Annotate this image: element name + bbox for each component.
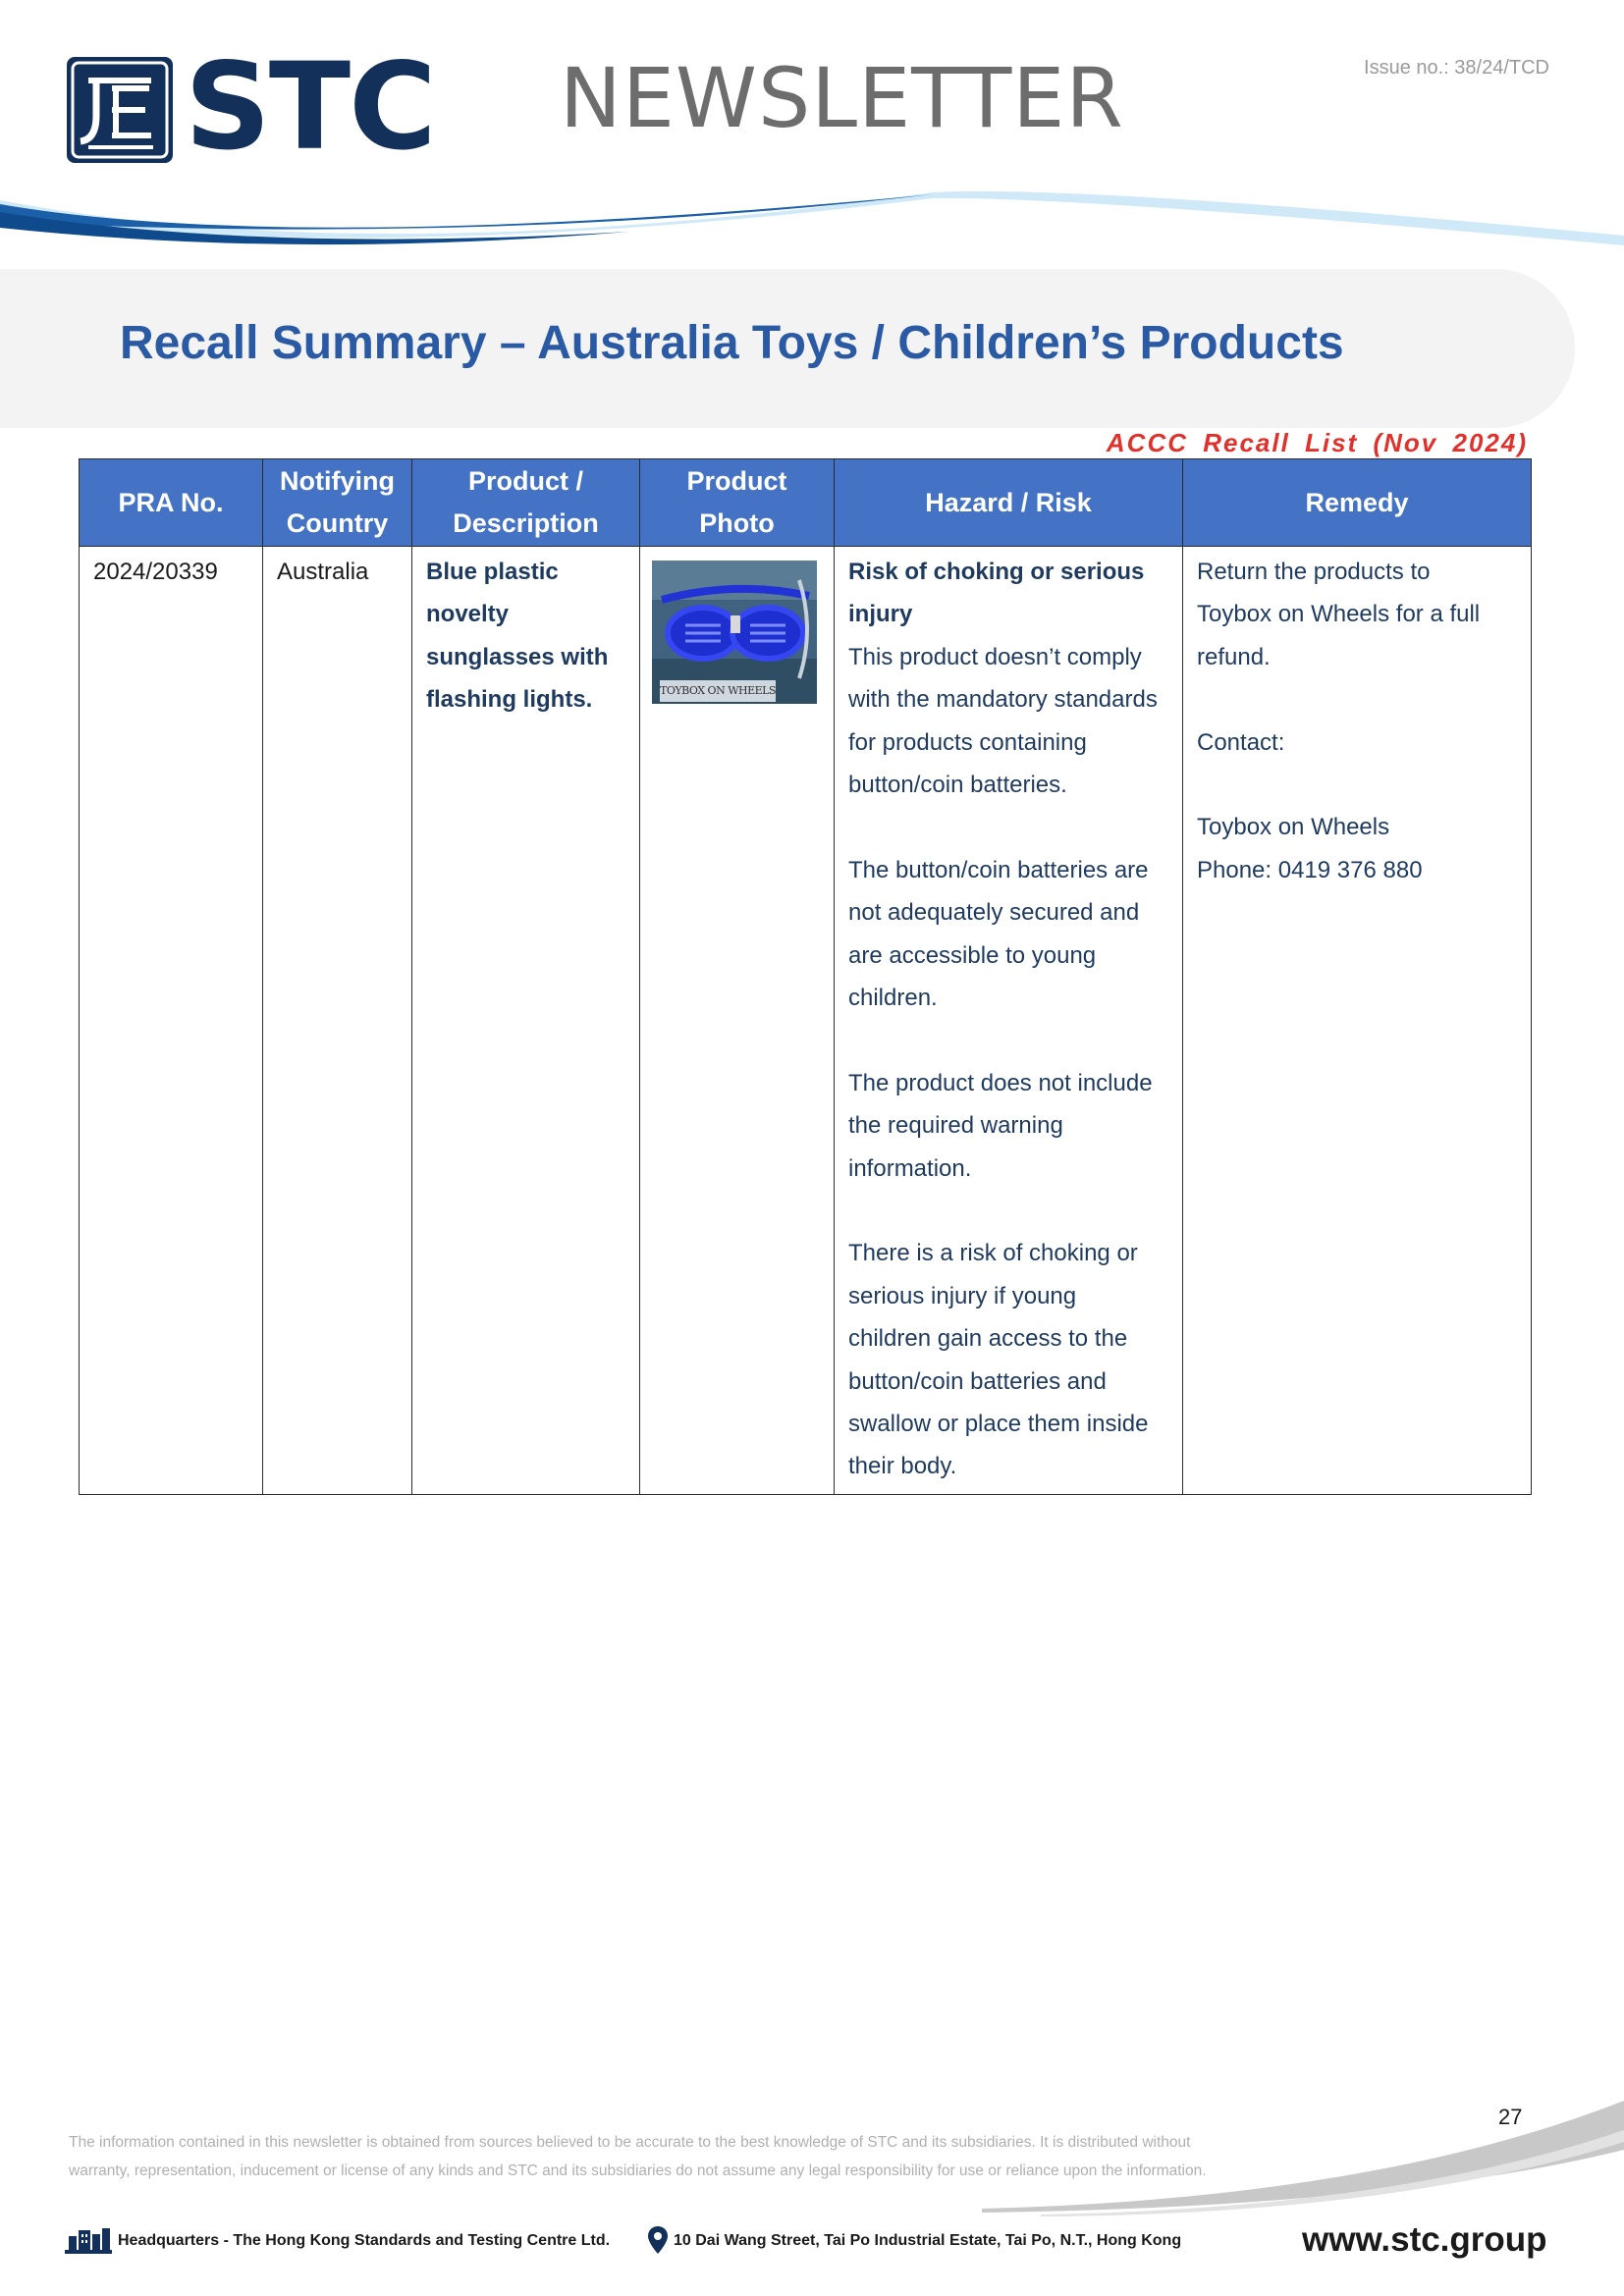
cell-country: Australia — [263, 547, 412, 1495]
disclaimer: The information contained in this newsletter is obtained from sources believed to be accurate to the best knowledge of STC and its subsidiaries. It is distributed without warranty, representation, inducement or license of any kinds and STC and its subsidiaries do not assume any legal responsibility for use or reliance upon the information. — [69, 2134, 1207, 2179]
header-product-description: Product / Description — [412, 459, 640, 547]
issue-number: Issue no.: 38/24/TCD — [1364, 57, 1549, 79]
header-notifying-country: Notifying Country — [263, 459, 412, 547]
footer-bar — [63, 2220, 1565, 2260]
headquarters-text: Headquarters - The Hong Kong Standards and Testing Centre Ltd. — [118, 2232, 611, 2249]
page-title: Recall Summary – Australia Toys / Children’s Products — [120, 317, 1344, 369]
stc-logo-mark-icon — [67, 57, 173, 163]
newsletter-heading: NEWSLETTER — [560, 50, 1124, 146]
stc-logo — [67, 37, 460, 177]
photo-caption: TOYBOX ON WHEELS — [660, 680, 776, 702]
header-product-photo: Product Photo — [640, 459, 835, 547]
stc-logo-text: STC — [185, 37, 435, 177]
product-photo — [652, 561, 817, 704]
cell-product-photo — [640, 547, 835, 1495]
header-remedy: Remedy — [1183, 459, 1532, 547]
location-pin-icon — [648, 2226, 668, 2254]
cell-hazard-risk: Risk of choking or serious injury This product doesn’t comply with the mandatory standards for products containing button/coin batteries. The button/coin batteries are not adequately secured and are accessible to young children. The product does not include the required warning information. There is a risk of choking or serious injury if young children gain access to the button/coin batteries and swallow or place them inside their body. — [835, 547, 1183, 1495]
recall-table — [79, 458, 1532, 1495]
page-number: 27 — [1498, 2105, 1523, 2129]
website-link[interactable]: www.stc.group — [1302, 2220, 1547, 2259]
table-row — [80, 547, 1532, 1495]
header-swoosh-decoration — [0, 177, 1624, 255]
building-icon — [65, 2226, 112, 2254]
table-header-row — [80, 459, 1532, 547]
cell-product-description: Blue plastic novelty sunglasses with flashing lights. — [412, 547, 640, 1495]
header-pra-no: PRA No. — [80, 459, 263, 547]
header-hazard-risk: Hazard / Risk — [835, 459, 1183, 547]
cell-remedy: Return the products to Toybox on Wheels for a full refund. Contact: Toybox on Wheels Phone: 0419 376 880 — [1183, 547, 1532, 1495]
cell-pra-no: 2024/20339 — [80, 547, 263, 1495]
address-text: 10 Dai Wang Street, Tai Po Industrial Estate, Tai Po, N.T., Hong Kong — [674, 2232, 1182, 2249]
recall-list-label: ACCC Recall List (Nov 2024) — [1106, 428, 1528, 457]
